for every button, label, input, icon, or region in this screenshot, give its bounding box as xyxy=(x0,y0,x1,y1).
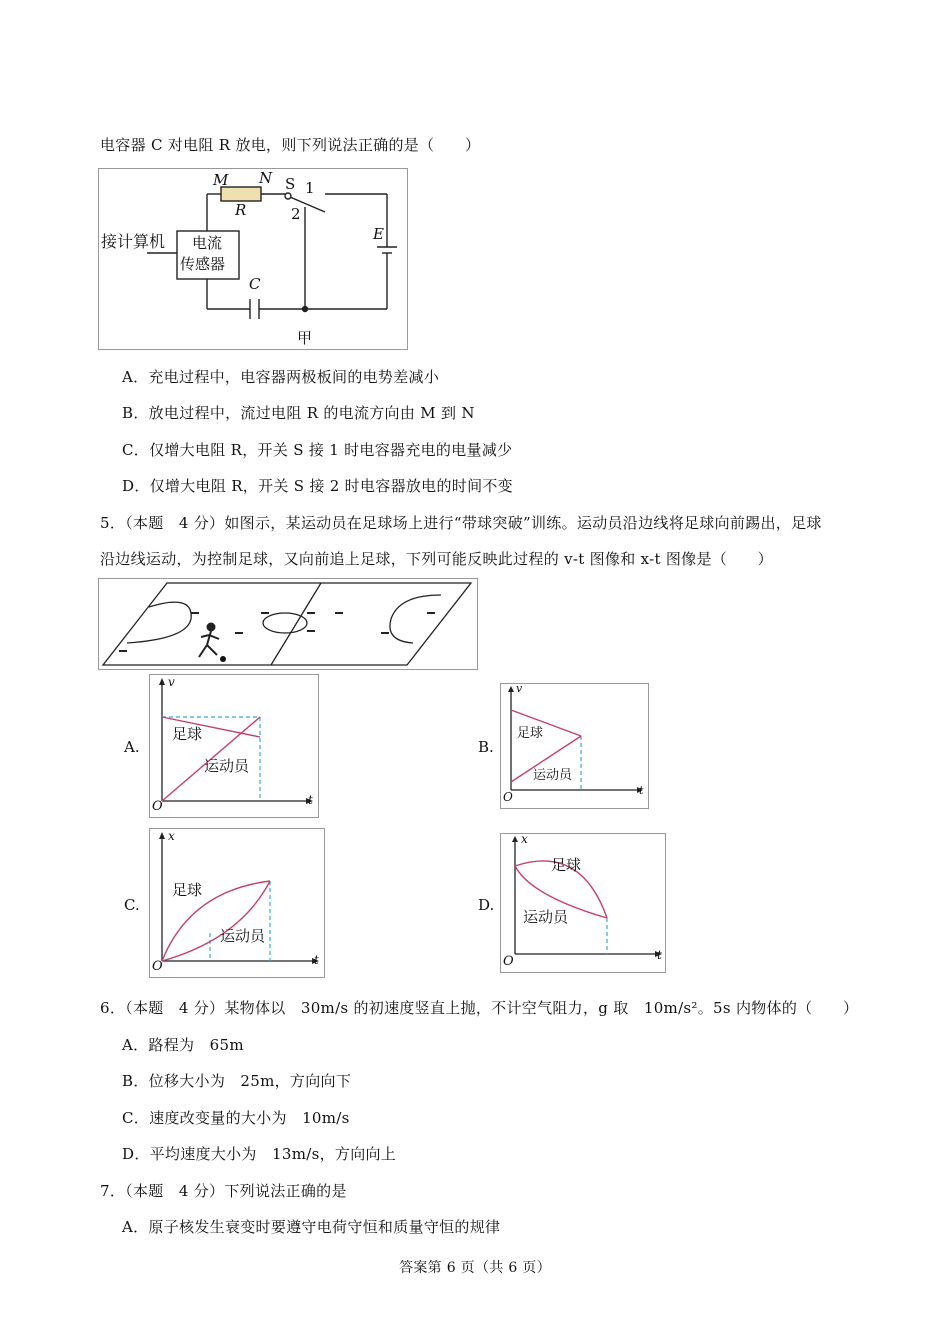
q4-option-b: B．放电过程中，流过电阻 R 的电流方向由 M 到 N xyxy=(122,404,475,422)
q5-stem-line1: 5．（本题 4 分）如图示，某运动员在足球场上进行“带球突破”训练。运动员沿边线将足球向前踢出，足球 xyxy=(100,514,822,532)
graph-a-player-label: 运动员 xyxy=(204,757,250,775)
label-r: R xyxy=(235,201,247,219)
label-n: N xyxy=(259,169,273,187)
graph-b-letter: B. xyxy=(478,738,494,756)
label-1: 1 xyxy=(305,179,315,197)
graph-b-ylabel: v xyxy=(516,682,523,695)
graph-a-letter: A. xyxy=(124,738,140,756)
circuit-caption: 甲 xyxy=(297,329,313,347)
q4-option-d: D．仅增大电阻 R，开关 S 接 2 时电容器放电的时间不变 xyxy=(122,477,513,495)
football-field-figure xyxy=(98,578,478,670)
graph-b-player-label: 运动员 xyxy=(533,768,573,783)
graph-d-ylabel: x xyxy=(521,832,528,846)
graph-a-xlabel: t xyxy=(308,793,313,807)
label-2: 2 xyxy=(291,205,301,223)
graph-d-letter: D. xyxy=(478,896,495,914)
q6-option-a: A．路程为 65m xyxy=(122,1036,244,1054)
graph-d-xlabel: t xyxy=(657,948,662,962)
q6-option-d: D．平均速度大小为 13m/s，方向向上 xyxy=(122,1145,397,1163)
graph-d-origin: O xyxy=(503,954,514,969)
q7-option-a: A．原子核发生衰变时要遵守电荷守恒和质量守恒的规律 xyxy=(122,1218,501,1236)
graph-a xyxy=(149,674,319,818)
graph-a-ylabel: v xyxy=(168,675,175,689)
graph-b-ball-label: 足球 xyxy=(517,726,544,741)
page-footer: 答案第 6 页（共 6 页） xyxy=(399,1260,551,1276)
graph-c-player-label: 运动员 xyxy=(220,927,266,945)
label-m: M xyxy=(213,171,229,189)
graph-c-ball-label: 足球 xyxy=(172,881,203,899)
label-e: E xyxy=(373,225,384,243)
graph-c xyxy=(149,828,325,978)
graph-b-origin: O xyxy=(503,790,513,804)
q4-option-c: C．仅增大电阻 R，开关 S 接 1 时电容器充电的电量减少 xyxy=(122,441,513,459)
sensor-label-2: 传感器 xyxy=(180,255,226,273)
q6-option-b: B．位移大小为 25m，方向向下 xyxy=(122,1072,352,1090)
graph-d-ball-label: 足球 xyxy=(551,856,582,874)
graph-d-player-label: 运动员 xyxy=(523,908,569,926)
label-c: C xyxy=(249,275,261,293)
q4-stem: 电容器 C 对电阻 R 放电，则下列说法正确的是（ ） xyxy=(100,136,481,154)
graph-a-ball-label: 足球 xyxy=(172,725,203,743)
graph-b xyxy=(500,683,649,809)
graph-c-ylabel: x xyxy=(168,829,175,843)
q6-stem: 6．（本题 4 分）某物体以 30m/s 的初速度竖直上抛，不计空气阻力，g 取 10m/s²。5s 内物体的（ ） xyxy=(100,999,859,1017)
label-s: S xyxy=(285,175,296,193)
q4-option-a: A．充电过程中，电容器两极板间的电势差减小 xyxy=(122,368,440,386)
graph-d xyxy=(500,833,666,973)
graph-c-letter: C. xyxy=(124,896,140,914)
sensor-label-1: 电流 xyxy=(192,234,223,252)
graph-c-origin: O xyxy=(152,959,163,974)
q5-stem-line2: 沿边线运动，为控制足球，又向前追上足球，下列可能反映此过程的 v-t 图像和 x-t 图像是（ ） xyxy=(100,550,773,568)
graph-b-xlabel: t xyxy=(639,784,644,797)
computer-label: 接计算机 xyxy=(101,232,166,251)
q6-option-c: C．速度改变量的大小为 10m/s xyxy=(122,1109,350,1127)
graph-a-origin: O xyxy=(152,799,163,814)
circuit-diagram xyxy=(98,168,408,350)
q7-stem: 7．（本题 4 分）下列说法正确的是 xyxy=(100,1182,347,1200)
graph-c-xlabel: t xyxy=(314,953,319,967)
